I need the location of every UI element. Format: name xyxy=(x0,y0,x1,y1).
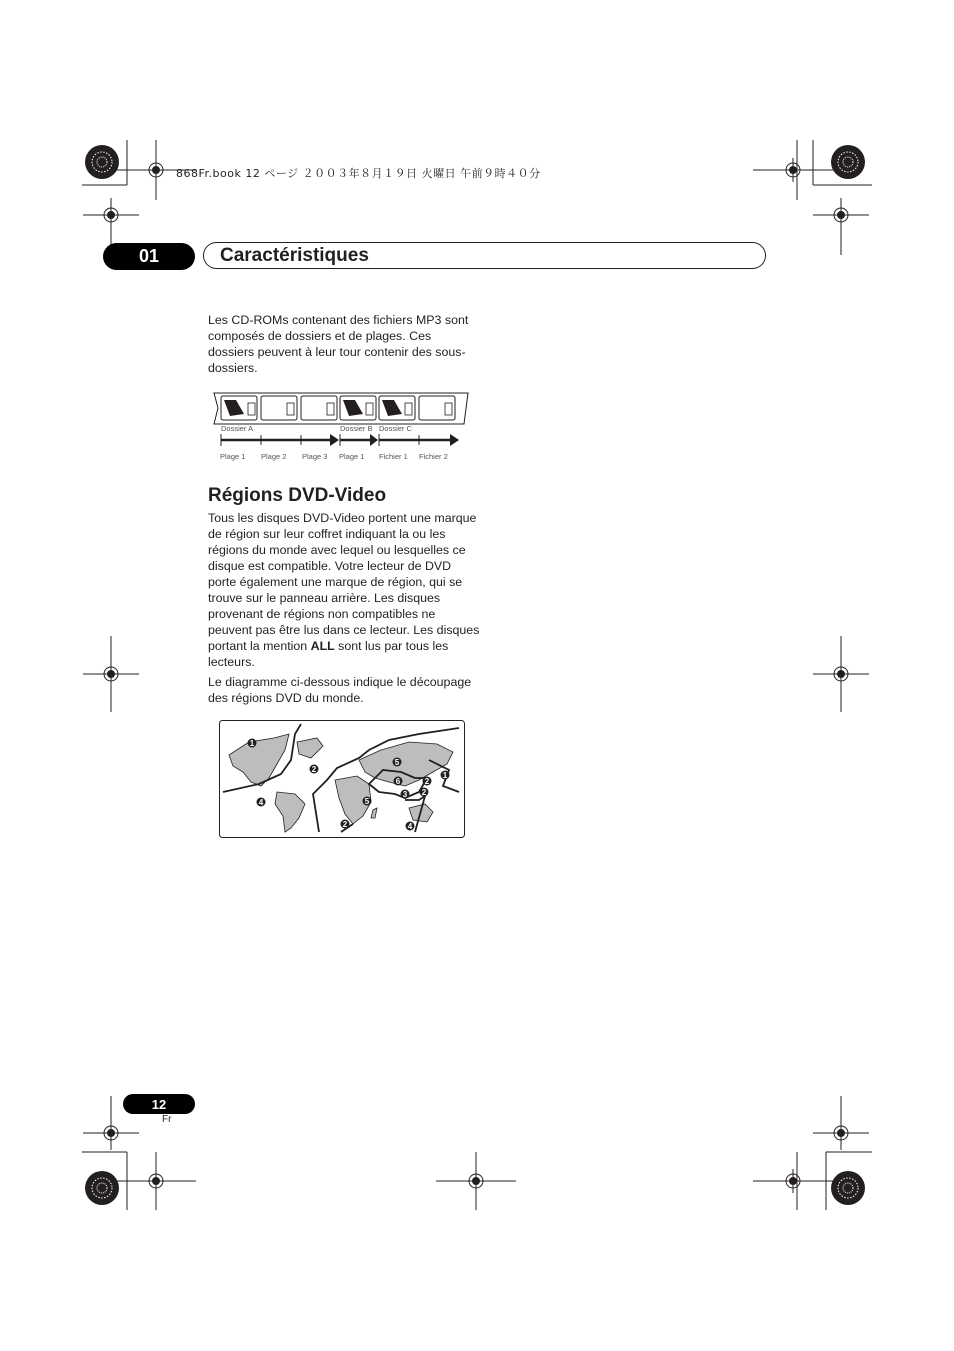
regions-text-end: sont lus par tous les lecteurs. xyxy=(208,639,449,669)
region-marker: 2 xyxy=(342,820,348,829)
intro-paragraph: Les CD-ROMs contenant des fichiers MP3 sont composés de dossiers et de plages. Ces dossiers peuvent à leur tour contenir des sous-dossiers. xyxy=(208,313,469,375)
page-language: Fr xyxy=(162,1114,172,1125)
region-marker: 2 xyxy=(311,765,317,774)
dvd-region-world-map xyxy=(219,720,466,839)
track-label: Fichier 1 xyxy=(379,452,408,461)
region-marker: 1 xyxy=(442,771,448,780)
folder-label: Dossier B xyxy=(340,424,373,433)
track-label: Plage 2 xyxy=(261,452,287,461)
region-marker: 2 xyxy=(424,777,430,786)
region-marker: 2 xyxy=(421,788,427,797)
folder-structure-diagram xyxy=(212,390,472,466)
track-label: Plage 3 xyxy=(302,452,328,461)
region-marker: 5 xyxy=(364,797,370,806)
chapter-number-badge: 01 xyxy=(103,243,195,270)
regions-map-caption: Le diagramme ci-dessous indique le découpage des régions DVD du monde. xyxy=(208,675,472,705)
region-marker: 3 xyxy=(402,790,408,799)
regions-paragraph xyxy=(208,510,480,670)
all-region-mark: ALL xyxy=(310,639,335,653)
section-heading: Régions DVD-Video xyxy=(208,485,387,506)
folder-label: Dossier C xyxy=(379,424,412,433)
track-label: Plage 1 xyxy=(220,452,246,461)
chapter-title: Caractéristiques xyxy=(220,245,369,266)
print-slug-header: 868Fr.book 12 ページ ２００３年８月１９日 火曜日 午前９時４０分 xyxy=(176,167,541,180)
track-label: Plage 1 xyxy=(339,452,365,461)
regions-text-start: Tous les disques DVD-Video portent une marque de région sur leur coffret indiquant la ou les régions du monde avec lequel ou lesquelles ce disque est compatible. Votre lecteur de DVD porte également une marque de région, qui se trouve sur le panneau arrière. Les disques provenant de régions non compatibles ne peuvent pas être lus dans ce lecteur. Les disques portant la mention xyxy=(208,511,480,653)
region-marker: 5 xyxy=(394,758,400,767)
region-marker: 4 xyxy=(407,822,413,831)
page-number-badge: 12 xyxy=(123,1094,195,1114)
region-marker: 4 xyxy=(258,798,264,807)
folder-label: Dossier A xyxy=(221,424,254,433)
track-label: Fichier 2 xyxy=(419,452,448,461)
region-marker: 1 xyxy=(249,739,255,748)
region-marker: 6 xyxy=(395,777,401,786)
